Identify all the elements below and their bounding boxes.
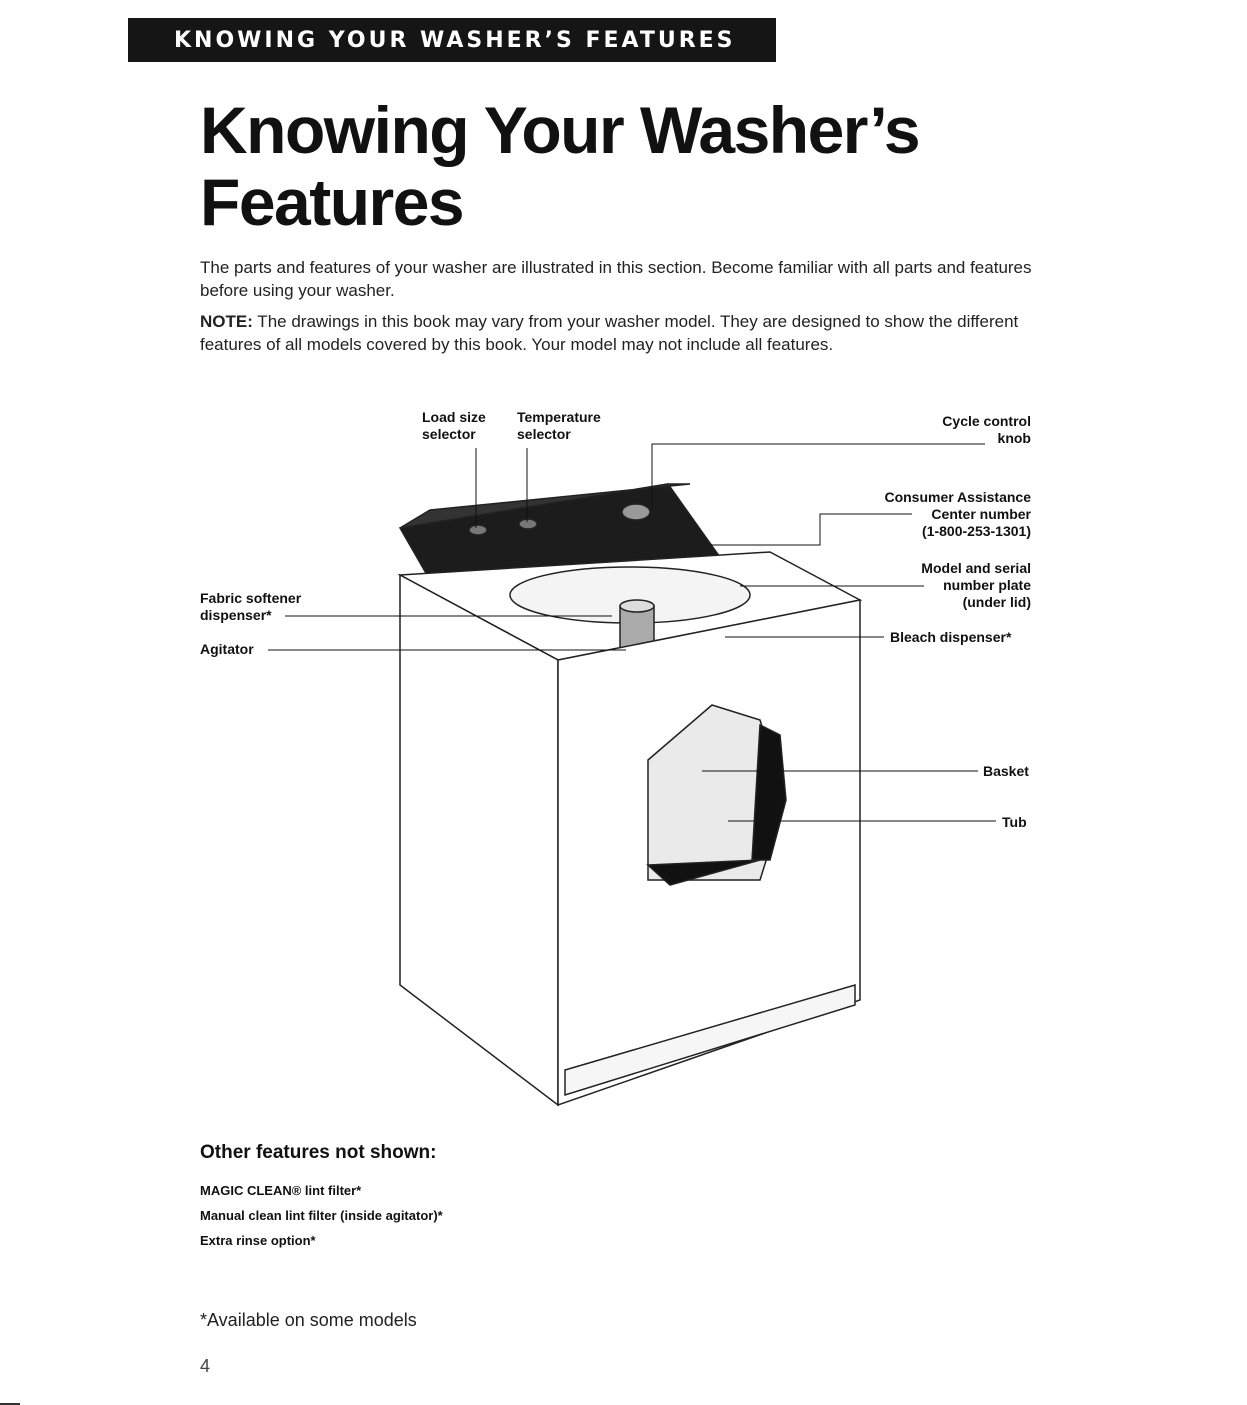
label-basket: Basket — [983, 763, 1029, 779]
label-agitator: Agitator — [200, 641, 254, 657]
other-features-list — [200, 1178, 443, 1253]
label-consumer-assistance: Consumer Assistance Center number (1-800-253-1301) — [884, 489, 1031, 539]
intro-paragraph: The parts and features of your washer are illustrated in this section. Become familiar with all parts and features before using your washer. — [200, 258, 1032, 300]
page-title-line1: Knowing Your Washer’s — [200, 93, 920, 167]
page-title-line2: Features — [200, 165, 464, 239]
page-number: 4 — [200, 1356, 211, 1376]
cabinet-side — [400, 575, 558, 1105]
label-model-serial: Model and serial number plate (under lid) — [921, 560, 1031, 610]
label-tub: Tub — [1002, 814, 1027, 830]
label-cycle-control: Cycle control knob — [942, 413, 1031, 446]
label-temperature: Temperature selector — [517, 409, 601, 442]
cycle-control-knob — [622, 504, 650, 520]
list-item: Manual clean lint filter (inside agitator)* — [200, 1208, 443, 1223]
agitator-cap — [620, 600, 654, 612]
other-features-heading: Other features not shown: — [200, 1142, 437, 1163]
label-load-size: Load size selector — [422, 409, 486, 442]
section-banner-text: KNOWING YOUR WASHER’S FEATURES — [174, 27, 736, 53]
note-label: NOTE: — [200, 312, 253, 331]
list-item: MAGIC CLEAN® lint filter* — [200, 1183, 362, 1198]
list-item: Extra rinse option* — [200, 1233, 316, 1248]
note-text: The drawings in this book may vary from your washer model. They are designed to show the different features of all models covered by this book. Your model may not include all features. — [200, 312, 1019, 354]
footnote: *Available on some models — [200, 1310, 417, 1330]
label-fabric-softener: Fabric softener dispenser* — [200, 590, 302, 623]
temperature-dial — [519, 519, 537, 529]
load-size-dial — [469, 525, 487, 535]
label-bleach-dispenser: Bleach dispenser* — [890, 629, 1012, 645]
